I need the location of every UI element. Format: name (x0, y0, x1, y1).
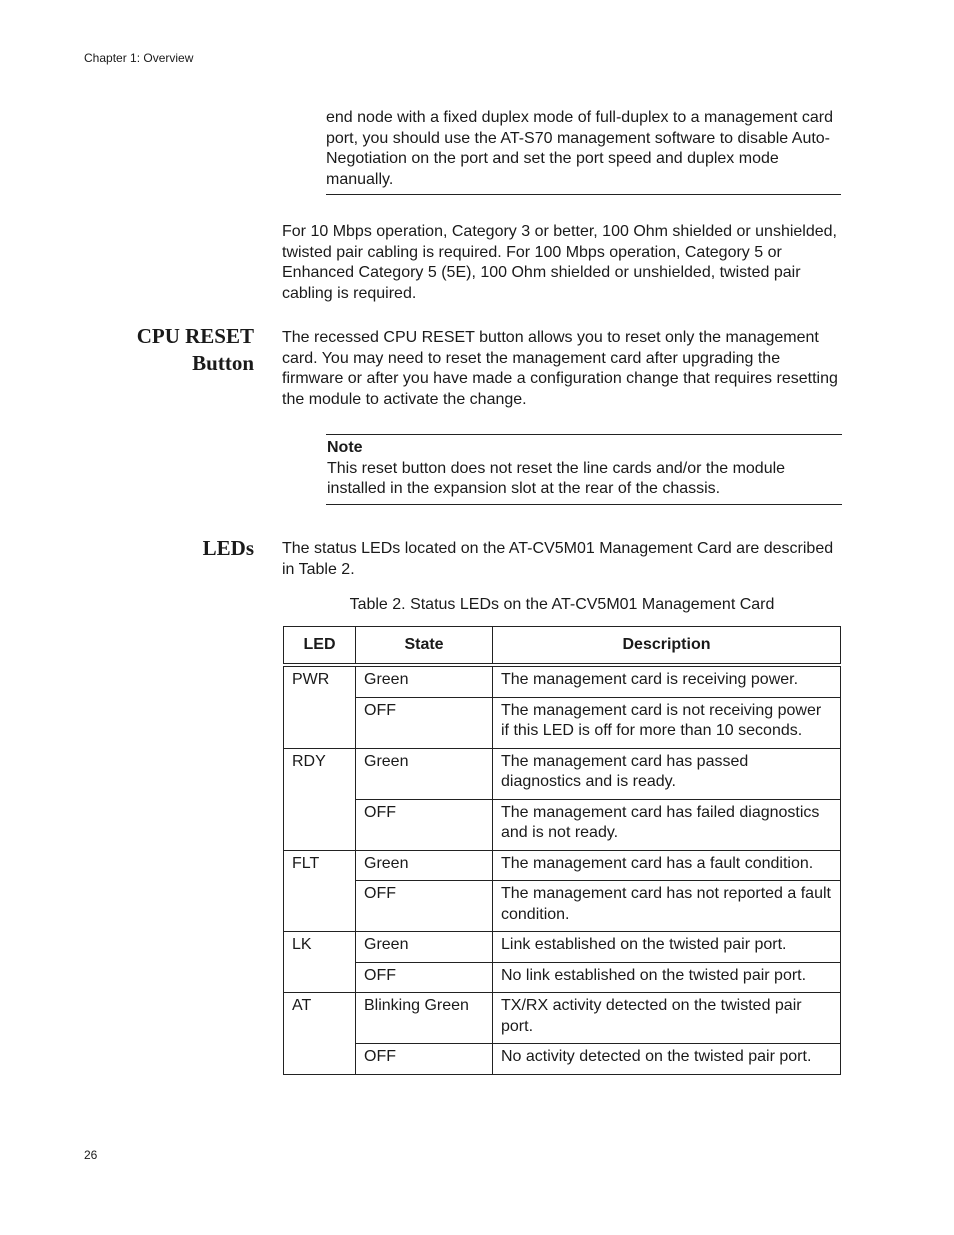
note-box (326, 434, 842, 505)
state-cell: OFF (356, 799, 493, 850)
state-cell: OFF (356, 962, 493, 993)
led-cell: LK (284, 932, 356, 993)
running-header: Chapter 1: Overview (84, 51, 194, 65)
table-row (284, 850, 841, 881)
state-cell: OFF (356, 1044, 493, 1075)
led-cell: PWR (284, 665, 356, 748)
cpu-reset-heading-line1: CPU RESET (136, 324, 254, 348)
description-cell: The management card has passed diagnostics and is ready. (493, 748, 841, 799)
table-row (284, 881, 841, 932)
status-leds-table (283, 626, 841, 1075)
header-led: LED (284, 627, 356, 666)
state-cell: Green (356, 748, 493, 799)
led-cell: RDY (284, 748, 356, 850)
leds-paragraph: The status LEDs located on the AT-CV5M01 Management Card are described in Table 2. (282, 540, 834, 578)
description-cell: TX/RX activity detected on the twisted pair port. (493, 993, 841, 1044)
table-header-row (284, 627, 841, 666)
state-cell: OFF (356, 697, 493, 748)
description-cell: The management card is not receiving power if this LED is off for more than 10 seconds. (493, 697, 841, 748)
note-text: This reset button does not reset the line cards and/or the module installed in the expansion slot at the rear of the chassis. (327, 459, 786, 497)
table-row (284, 799, 841, 850)
header-description: Description (493, 627, 841, 666)
leds-heading: LEDs (202, 536, 254, 560)
table-row (284, 993, 841, 1044)
table-row (284, 665, 841, 697)
state-cell: OFF (356, 881, 493, 932)
cpu-reset-heading-line2: Button (192, 351, 254, 375)
table-row (284, 697, 841, 748)
description-cell: The management card is receiving power. (493, 665, 841, 697)
state-cell: Blinking Green (356, 993, 493, 1044)
led-cell: AT (284, 993, 356, 1075)
table-row (284, 962, 841, 993)
table-caption: Table 2. Status LEDs on the AT-CV5M01 Management Card (349, 596, 775, 613)
state-cell: Green (356, 932, 493, 963)
description-cell: The management card has not reported a fault condition. (493, 881, 841, 932)
cabling-paragraph: For 10 Mbps operation, Category 3 or better, 100 Ohm shielded or unshielded, twisted pair cabling is required. For 100 Mbps operation, Category 5 or Enhanced Category 5 (5E), 100 Ohm shielded or unshielded, twisted pair cabling is required. (282, 223, 837, 302)
note-continued-text: end node with a fixed duplex mode of full-duplex to a management card port, you should use the AT-S70 management software to disable Auto-Negotiation on the port and set the port speed and duplex mode manually. (326, 108, 841, 195)
header-state: State (356, 627, 493, 666)
page-number: 26 (84, 1148, 98, 1162)
description-cell: No link established on the twisted pair port. (493, 962, 841, 993)
table-row (284, 1044, 841, 1075)
cpu-reset-paragraph: The recessed CPU RESET button allows you to reset only the management card. You may need to reset the management card after upgrading the firmware or after you have made a configuration change that requires resetting the module to activate the change. (282, 329, 838, 408)
table-row (284, 748, 841, 799)
description-cell: No activity detected on the twisted pair port. (493, 1044, 841, 1075)
led-cell: FLT (284, 850, 356, 932)
description-cell: The management card has failed diagnostics and is not ready. (493, 799, 841, 850)
table-row (284, 932, 841, 963)
state-cell: Green (356, 665, 493, 697)
note-title: Note (327, 439, 363, 456)
description-cell: The management card has a fault condition. (493, 850, 841, 881)
state-cell: Green (356, 850, 493, 881)
cpu-reset-heading (137, 323, 254, 377)
description-cell: Link established on the twisted pair port. (493, 932, 841, 963)
